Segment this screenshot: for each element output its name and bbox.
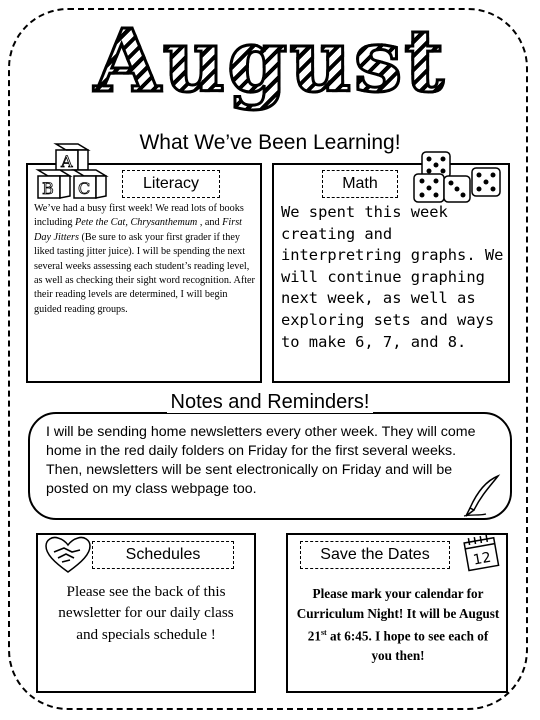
- quill-pen-icon: [462, 474, 502, 523]
- month-title: August: [0, 14, 540, 110]
- svg-text:12: 12: [471, 549, 493, 569]
- calendar-icon: [462, 532, 502, 577]
- notes-heading: Notes and Reminders!: [0, 390, 540, 414]
- literacy-label: Literacy: [122, 170, 220, 198]
- section-heading-learning: What We’ve Been Learning!: [139, 131, 401, 154]
- schedules-label: Schedules: [92, 541, 234, 569]
- schedules-text: Please see the back of this newsletter for our daily class and specials schedule !: [58, 583, 234, 643]
- book-title: Chrysanthemum: [130, 217, 198, 229]
- save-dates-text: Please mark your calendar for Curriculum Night! It will be August 21st at 6:45. I hope to see each of you then!: [296, 586, 500, 664]
- notes-text: I will be sending home newsletters every other week. They will come home in the red daily folders on Friday for the first several weeks. Then, newsletters will be sent electronically on Friday and will be posted on my class webpage too.: [46, 424, 476, 497]
- svg-text:B: B: [42, 179, 54, 198]
- math-text: We spent this week creating and interpretring graphs. We will continue graphing next week, as well as exploring sets and ways to make 6, 7, and 8.: [281, 203, 504, 351]
- svg-text:A: A: [61, 152, 73, 171]
- book-title: Pete the Cat,: [75, 217, 128, 229]
- svg-text:C: C: [78, 179, 91, 198]
- save-dates-label: Save the Dates: [300, 541, 450, 569]
- handshake-heart-icon: [44, 536, 92, 579]
- literacy-text: We’ve had a busy first week! We read lots of books including Pete the Cat, Chrysanthemum , and First Day Jitters (Be sure to ask your first grader if they liked tasting jitter juice). I will be spending the next several weeks assessing each student’s reading level, as well as checking their sight word recognition. After their reading levels are determined, I will begin guided reading groups.: [34, 203, 255, 315]
- book-title: First Day Jitters: [34, 217, 242, 243]
- math-label: Math: [322, 170, 398, 198]
- abc-blocks-icon: [34, 138, 116, 207]
